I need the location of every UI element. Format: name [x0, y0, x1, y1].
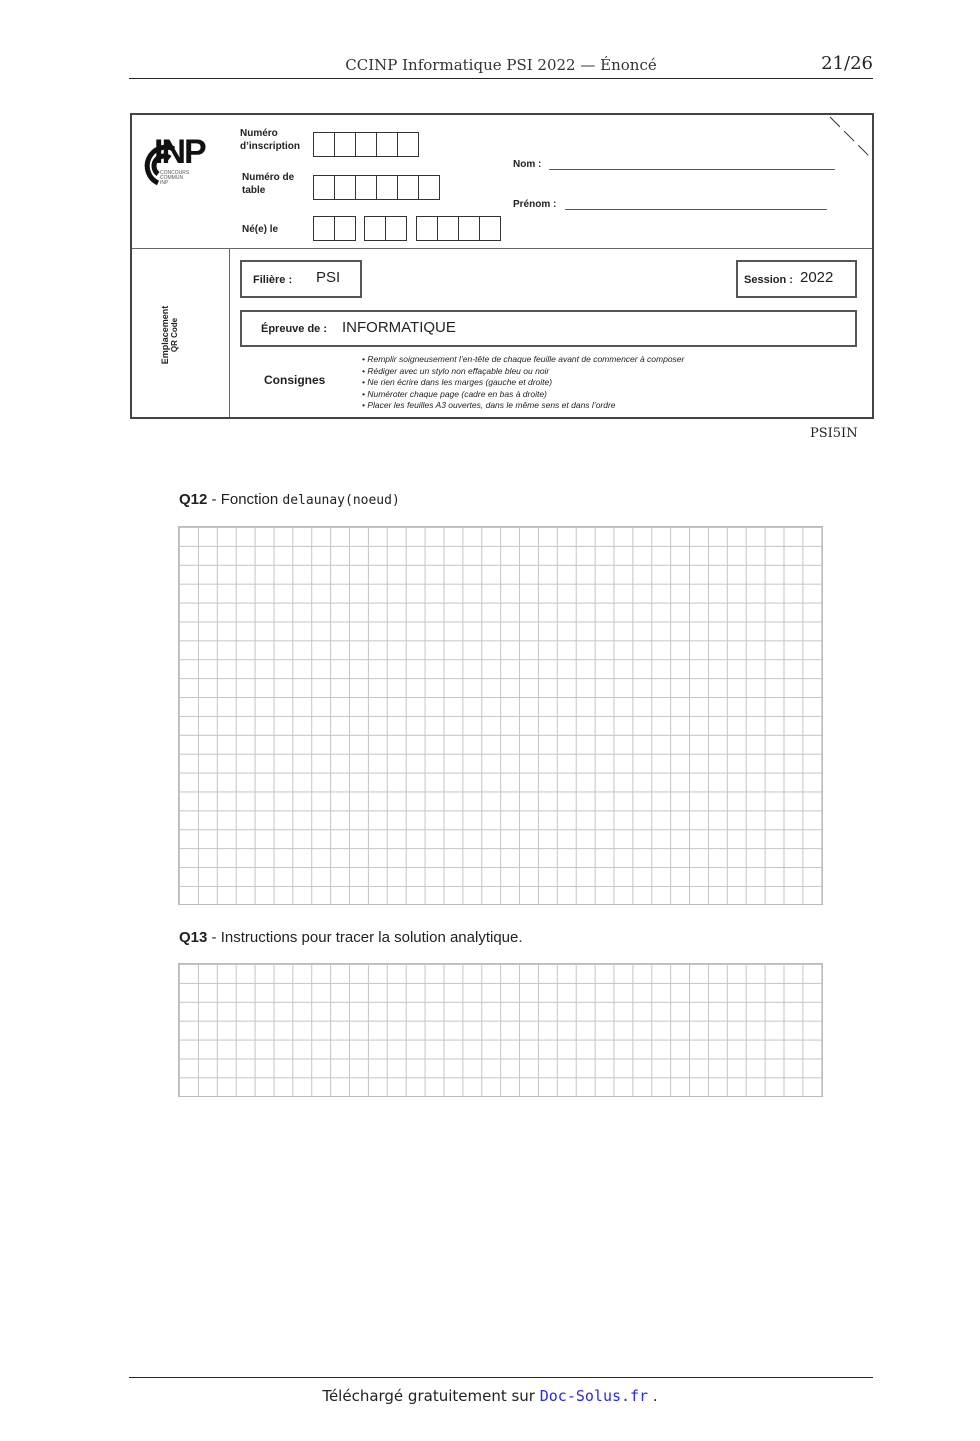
- epreuve-box: [240, 310, 857, 347]
- consigne-item: • Remplir soigneusement l’en-tête de chaque feuille avant de commencer à composer: [362, 354, 685, 364]
- page-header: [129, 52, 873, 79]
- question-q13: Q13 - Instructions pour tracer la solution analytique.: [179, 929, 523, 946]
- candidate-header-form: [130, 113, 874, 419]
- birth-day-field[interactable]: [313, 216, 355, 241]
- divider: [229, 249, 230, 417]
- footer: Téléchargé gratuitement sur Doc-Solus.fr .: [322, 1387, 658, 1405]
- date-naissance-label: Né(e) le: [242, 224, 279, 235]
- prenom-label: Prénom :: [513, 199, 557, 210]
- header-title: CCINP Informatique PSI 2022 — Énoncé: [345, 56, 657, 74]
- birth-month-field[interactable]: [364, 216, 406, 241]
- footer-rule: [129, 1377, 873, 1378]
- nom-field[interactable]: [549, 169, 835, 170]
- q12-answer-grid[interactable]: [178, 526, 823, 905]
- consigne-item: • Rédiger avec un stylo non effaçable bleu ou noir: [362, 365, 550, 376]
- consigne-item: • Ne rien écrire dans les marges (gauche et droite): [362, 377, 553, 388]
- epreuve-value: INFORMATIQUE: [342, 319, 456, 336]
- qr-code-placeholder: Emplacement QR Code: [160, 305, 179, 365]
- logo-text: INP: [154, 133, 205, 171]
- numero-inscription-field[interactable]: [313, 132, 418, 157]
- subject-code: PSI5IN: [810, 426, 858, 441]
- epreuve-label: Épreuve de :: [261, 323, 328, 335]
- doc-solus-link[interactable]: Doc-Solus.fr: [539, 1387, 649, 1405]
- numero-inscription-label: Numéro d’inscription: [240, 128, 300, 152]
- divider: [132, 248, 872, 249]
- consigne-item: • Placer les feuilles A3 ouvertes, dans le même sens et dans l’ordre: [362, 400, 616, 411]
- session-label: Session :: [744, 274, 793, 286]
- consignes-list: [362, 354, 684, 412]
- logo-subtext: CONCOURS COMMUN INP: [160, 170, 190, 186]
- filiere-label: Filière :: [253, 274, 293, 286]
- session-box: [736, 260, 857, 298]
- prenom-field[interactable]: [565, 209, 827, 210]
- nom-label: Nom :: [513, 159, 542, 170]
- session-value: 2022: [800, 269, 834, 286]
- birth-year-field[interactable]: [416, 216, 500, 241]
- numero-table-field[interactable]: [313, 175, 439, 200]
- consigne-item: • Numéroter chaque page (cadre en bas à droite): [362, 388, 547, 399]
- numero-table-label: Numéro de table: [242, 172, 295, 196]
- question-q12: Q12 - Fonction delaunay(noeud): [179, 491, 400, 508]
- corner-mark-icon: [824, 115, 872, 163]
- page-number: 21/26: [821, 53, 873, 74]
- consignes-label: Consignes: [264, 373, 326, 387]
- filiere-value: PSI: [316, 269, 341, 286]
- q13-answer-grid[interactable]: [178, 963, 823, 1097]
- filiere-box: [240, 260, 362, 298]
